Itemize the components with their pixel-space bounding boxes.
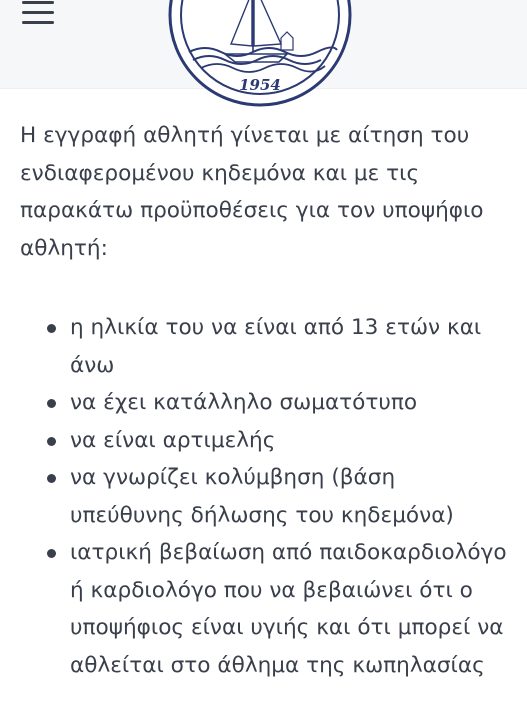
requirement-medical-certificate: ιατρική βεβαίωση από παιδοκαρδιολόγο ή καρδιολόγο που να βεβαιώνει ότι ο υποψήφιος είναι υγιής και ότι μπορεί να αθλείται στο άθλημα της κωπηλασίας <box>20 534 510 684</box>
site-header <box>0 0 527 94</box>
hamburger-menu-icon <box>22 0 54 30</box>
requirement-age: η ηλικία του να είναι από 13 ετών και άνω <box>20 309 510 384</box>
menu-button[interactable] <box>22 0 54 30</box>
main-content <box>20 117 510 684</box>
requirement-able-bodied: να είναι αρτιμελής <box>20 422 510 460</box>
requirement-swimming: να γνωρίζει κολύμβηση (βάση υπεύθυνης δήλωσης του κηδεμόνα) <box>20 459 510 534</box>
intro-paragraph: Η εγγραφή αθλητή γίνεται με αίτηση του ενδιαφερομένου κηδεμόνα και με τις παρακάτω προϋποθέσεις για τον υποψήφιο αθλητή: <box>20 123 484 261</box>
requirement-body-type: να έχει κατάλληλο σωματότυπο <box>20 384 510 422</box>
club-logo[interactable] <box>165 0 355 114</box>
requirements-list <box>20 309 510 684</box>
logo-year: 1954 <box>239 76 281 94</box>
